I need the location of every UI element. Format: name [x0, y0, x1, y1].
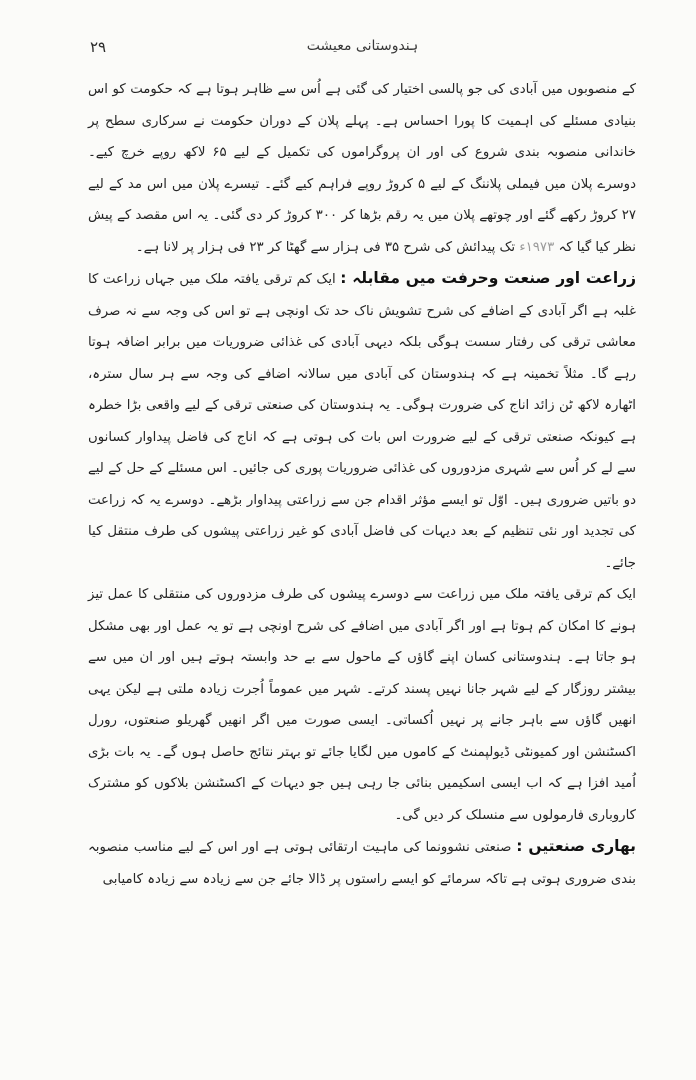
paragraph-labour-transfer: [88, 579, 636, 831]
faded-year: ۱۹۷۳ء: [519, 239, 555, 255]
paragraph-population-policy: [88, 74, 636, 263]
paragraph-heavy-industries: [88, 831, 636, 895]
paragraph-text-end: تک پیدائش کی شرح ۳۵ فی ہزار سے گھٹا کر ۲۳ فی ہزار پر لانا ہے۔: [135, 239, 516, 255]
page-body: [88, 74, 636, 895]
section-heading-agriculture-industry: زراعت اور صنعت وحرفت میں مقابلہ :: [340, 269, 636, 287]
section-heading-heavy-industries: بھاری صنعتیں :: [516, 837, 636, 855]
running-title: ہندوستانی معیشت: [306, 38, 419, 54]
paragraph-text: کے منصوبوں میں آبادی کی جو پالسی اختیار کی گئی ہے اُس سے ظاہر ہوتا ہے کہ حکومت کو اس بنیادی مسئلے کی اہمیت کا پورا احساس ہے۔ پہلے پلان کے دوران حکومت نے سرکاری سطح پر خاندانی منصوبہ بندی شروع کی اور ان پروگراموں کی تکمیل کے لیے ۶۵ لاکھ روپے خرچ کیے۔ دوسرے پلان میں فیملی پلاننگ کے لیے ۵ کروڑ روپے فراہم کیے گئے۔ تیسرے پلان میں اس مد کے لیے ۲۷ کروڑ رکھے گئے اور چوتھے پلان میں یہ رقم بڑھا کر ۳۰۰ کروڑ کر دی گئی۔ یہ اس مقصد کے پیش نظر کیا گیا کہ: [88, 82, 637, 255]
paragraph-text: ایک کم ترقی یافتہ ملک میں زراعت سے دوسرے پیشوں کی طرف مزدوروں کی منتقلی کا عمل تیز ہونے کا امکان کم ہوتا ہے اور اگر آبادی میں اضافے کی شرح اونچی ہے تو یہ عمل اور بھی مشکل ہو جاتا ہے۔ ہندوستانی کسان اپنے گاؤں کے ماحول سے بے حد وابستہ ہوتے ہیں اور ان میں سے بیشتر روزگار کے لیے شہر جانا نہیں پسند کرتے۔ شہر میں عموماً اُجرت زیادہ ملتی ہے لیکن یہی انھیں گاؤں سے باہر جانے پر نہیں اُکساتی۔ ایسی صورت میں اگر انھیں گھریلو صنعتوں، رورل اکسٹنشن اور کمیونٹی ڈیولپمنٹ کے کاموں میں لگایا جائے تو بہتر نتائج حاصل ہوں گے۔ یہ بات بڑی اُمید افزا ہے کہ اب ایسی اسکیمیں بنائی جا رہی ہیں جو دیہات کے اکسٹنشن بلاکوں کو مشترک کاروباری فارمولوں سے منسلک کر دیں گی۔: [88, 587, 636, 823]
paragraph-text: صنعتی نشوونما کی ماہیت ارتقائی ہوتی ہے اور اس کے لیے مناسب منصوبہ بندی ضروری ہوتی ہے تاکہ سرمائے کو ایسے راستوں پر ڈالا جائے جن سے زیادہ سے زیادہ کامیابی: [88, 840, 636, 887]
page-number: ۲۹: [90, 38, 107, 56]
page-header: [90, 38, 635, 64]
paragraph-agriculture-industry: [88, 263, 636, 579]
paragraph-text: ایک کم ترقی یافتہ ملک میں جہاں زراعت کا غلبہ ہے اگر آبادی کے اضافے کی شرح تشویش ناک حد تک اونچی ہے تو اس کی وجہ سے نہ صرف معاشی ترقی کی رفتار سست ہوگی بلکہ دیہی آبادی کی غذائی ضروریات میں برابر اضافہ ہوتا رہے گا۔ مثلاً تخمینہ ہے کہ ہندوستان کی آبادی میں سالانہ اضافے کی وجہ سے ہر سال سترہ، اٹھارہ لاکھ ٹن زائد اناج کی ضرورت ہوگی۔ یہ ہندوستان کی صنعتی ترقی کے لیے واقعی بڑا خطرہ ہے کیونکہ صنعتی ترقی کے لیے ضرورت اس بات کی ہوتی ہے کہ اناج کی فاضل پیداوار کسانوں سے لے کر اُس سے شہری مزدوروں کی غذائی ضروریات پوری کی جائیں۔ اس مسئلے کے حل کے لیے دو باتیں ضروری ہیں۔ اوّل تو ایسے مؤثر اقدام جن سے زراعتی پیداوار بڑھے۔ دوسرے یہ کہ زراعت کی تجدید اور نئی تنظیم کے بعد دیہات کی فاضل آبادی کو غیر زراعتی پیشوں کی طرف منتقل کیا جائے۔: [88, 272, 636, 571]
